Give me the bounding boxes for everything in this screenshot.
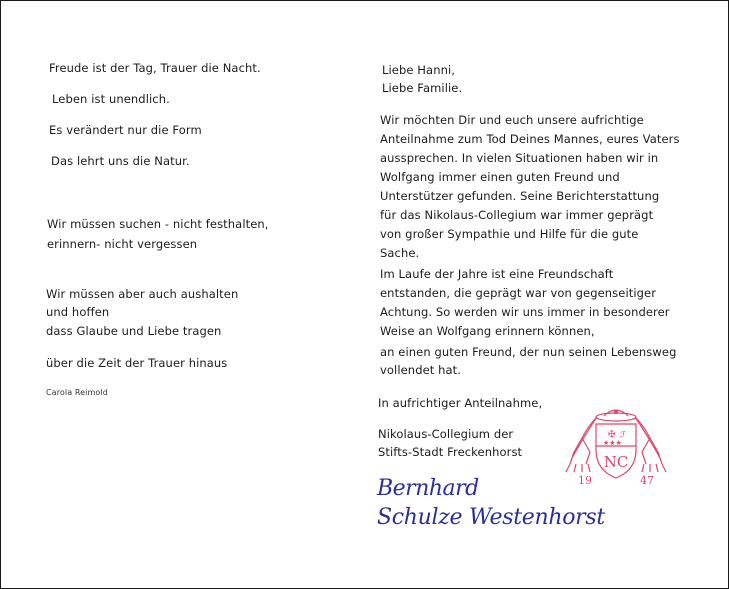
letter-body-line: Im Laufe der Jahre ist eine Freundschaft [380,267,614,281]
svg-text:Schulze Westenhorst: Schulze Westenhorst [377,505,605,530]
letter-body-line: Wir möchten Dir und euch unsere aufrichtige [380,113,644,127]
letter-closing: In aufrichtiger Anteilnahme, [378,396,543,410]
poem-line: Wir müssen suchen - nicht festhalten, [47,217,269,231]
letter-body-line: aussprechen. In vielen Situationen haben wir in [380,151,659,165]
letter-body-line: vollendet hat. [380,363,462,377]
sender-line: Nikolaus-Collegium der [378,427,514,441]
poem-line: Es verändert nur die Form [49,123,202,137]
letter-body-line: Sache. [380,246,420,260]
letter-body-line: für das Nikolaus-Collegium war immer geprägt [380,208,654,222]
poem-line: dass Glaube und Liebe tragen [46,324,222,338]
letter-body-line: entstanden, die geprägt war von gegenseitiger [380,286,657,300]
poem-line: über die Zeit der Trauer hinaus [46,356,228,370]
seal-year-left: 19 [578,474,592,487]
poem-line: Das lehrt uns die Natur. [51,154,190,168]
letter-body-line: von großer Sympathie und Hilfe für die gute [380,227,639,241]
poem-line: Leben ist unendlich. [52,92,170,106]
svg-text:Bernhard: Bernhard [377,476,479,501]
svg-text:★★★: ★★★ [603,439,622,447]
salutation-line: Liebe Familie. [382,81,463,95]
letter-body-line: an einen guten Freund, der nun seinen Lebensweg [380,345,677,359]
poem-author: Carola Reimold [46,388,108,397]
svg-text:✠: ✠ [608,430,616,440]
svg-text:ℱ: ℱ [620,430,627,439]
letter-body-line: Wolfgang immer einen guten Freund und [380,170,620,184]
sender-line: Stifts-Stadt Freckenhorst [378,445,523,459]
letter-body-line: Unterstützer gefunden. Seine Berichterstattung [380,189,660,203]
letter-body-line: Anteilnahme zum Tod Deines Mannes, eures Vaters [380,132,680,146]
poem-line: erinnern- nicht vergessen [47,237,198,251]
salutation-line: Liebe Hanni, [382,63,456,77]
poem-line: Wir müssen aber auch aushalten [46,287,239,301]
poem-line: und hoffen [46,305,110,319]
poem-line: Freude ist der Tag, Trauer die Nacht. [49,61,261,75]
handwritten-signature [375,473,661,531]
seal-year-right: 47 [640,474,654,487]
letter-body-line: Weise an Wolfgang erinnern können, [380,324,595,338]
seal-monogram: NC [603,453,629,471]
letter-body-line: Achtung. So werden wir uns immer in besonderer [380,305,670,319]
